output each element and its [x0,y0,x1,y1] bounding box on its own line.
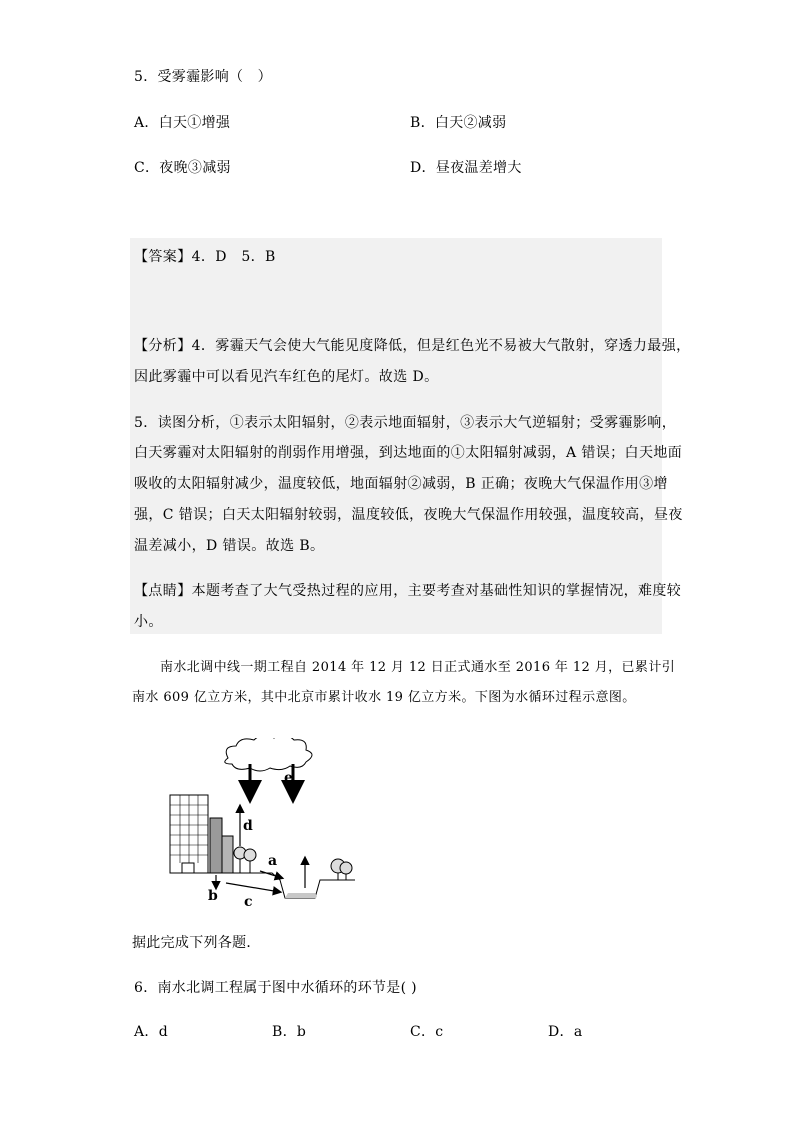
comment-line-1: 【点睛】本题考查了大气受热过程的应用，主要考查对基础性知识的掌握情况，难度较 [134,583,682,599]
q6-option-c: C．c [410,1024,444,1040]
water-body [285,893,317,898]
answer-block-background [130,238,662,634]
answer-line: 【答案】4．D 5．B [134,249,276,265]
analysis-line-1: 【分析】4．雾霾天气会使大气能见度降低，但是红色光不易被大气散射，穿透力最强， [134,338,691,354]
label-d: d [243,818,253,834]
tree-icon [234,847,256,873]
analysis-line-6: 强，C 错误；白天太阳辐射较弱，温度较低，夜晚大气保温作用较强，温度较高，昼夜 [134,507,683,523]
analysis-line-4: 白天雾霾对太阳辐射的削弱作用增强，到达地面的①太阳辐射减弱，A 错误；白天地面 [134,445,683,461]
building-icon [210,818,222,873]
material-line-1: 南水北调中线一期工程自 2014 年 12 月 12 日正式通水至 2016 年 12 月，已累计引 [160,660,676,675]
material-line-2: 南水 609 亿立方米，其中北京市累计收水 19 亿立方米。下图为水循环过程示意图。 [132,690,636,705]
analysis-line-2: 因此雾霾中可以看见汽车红色的尾灯。故选 D。 [134,369,439,385]
building-icon [222,836,233,873]
option-b: B．白天②减弱 [410,115,507,131]
water-cycle-diagram [160,738,360,913]
analysis-line-5: 吸收的太阳辐射减少，温度较低，地面辐射②减弱，B 正确；夜晚大气保温作用③增 [134,476,668,492]
ground-line [170,873,355,898]
question-5-stem: 5．受雾霾影响（ ） [134,69,272,85]
arrow-c [226,883,280,892]
option-c: C．夜晚③减弱 [134,160,231,176]
analysis-line-3: 5．读图分析，①表示太阳辐射，②表示地面辐射，③表示大气逆辐射；受雾霾影响， [134,415,677,431]
water-cycle-svg [160,738,360,913]
analysis-line-7: 温差减小，D 错误。故选 B。 [134,538,325,554]
question-6-stem: 6．南水北调工程属于图中水循环的环节是( ) [134,980,417,996]
option-a: A．白天①增强 [134,115,231,131]
label-e: e [284,770,293,786]
comment-line-2: 小。 [134,614,163,630]
arrow-a [260,871,282,878]
cloud-icon [225,738,312,771]
q6-option-a: A．d [134,1024,168,1040]
tall-building-icon [170,795,208,873]
label-c: c [244,894,253,910]
q6-option-d: D．a [548,1024,583,1040]
label-b: b [208,888,218,904]
q6-option-b: B．b [272,1024,307,1040]
instruction-text: 据此完成下列各题． [132,935,261,951]
option-d: D．昼夜温差增大 [410,160,522,176]
label-a: a [268,853,278,869]
tree-icon [331,859,352,880]
